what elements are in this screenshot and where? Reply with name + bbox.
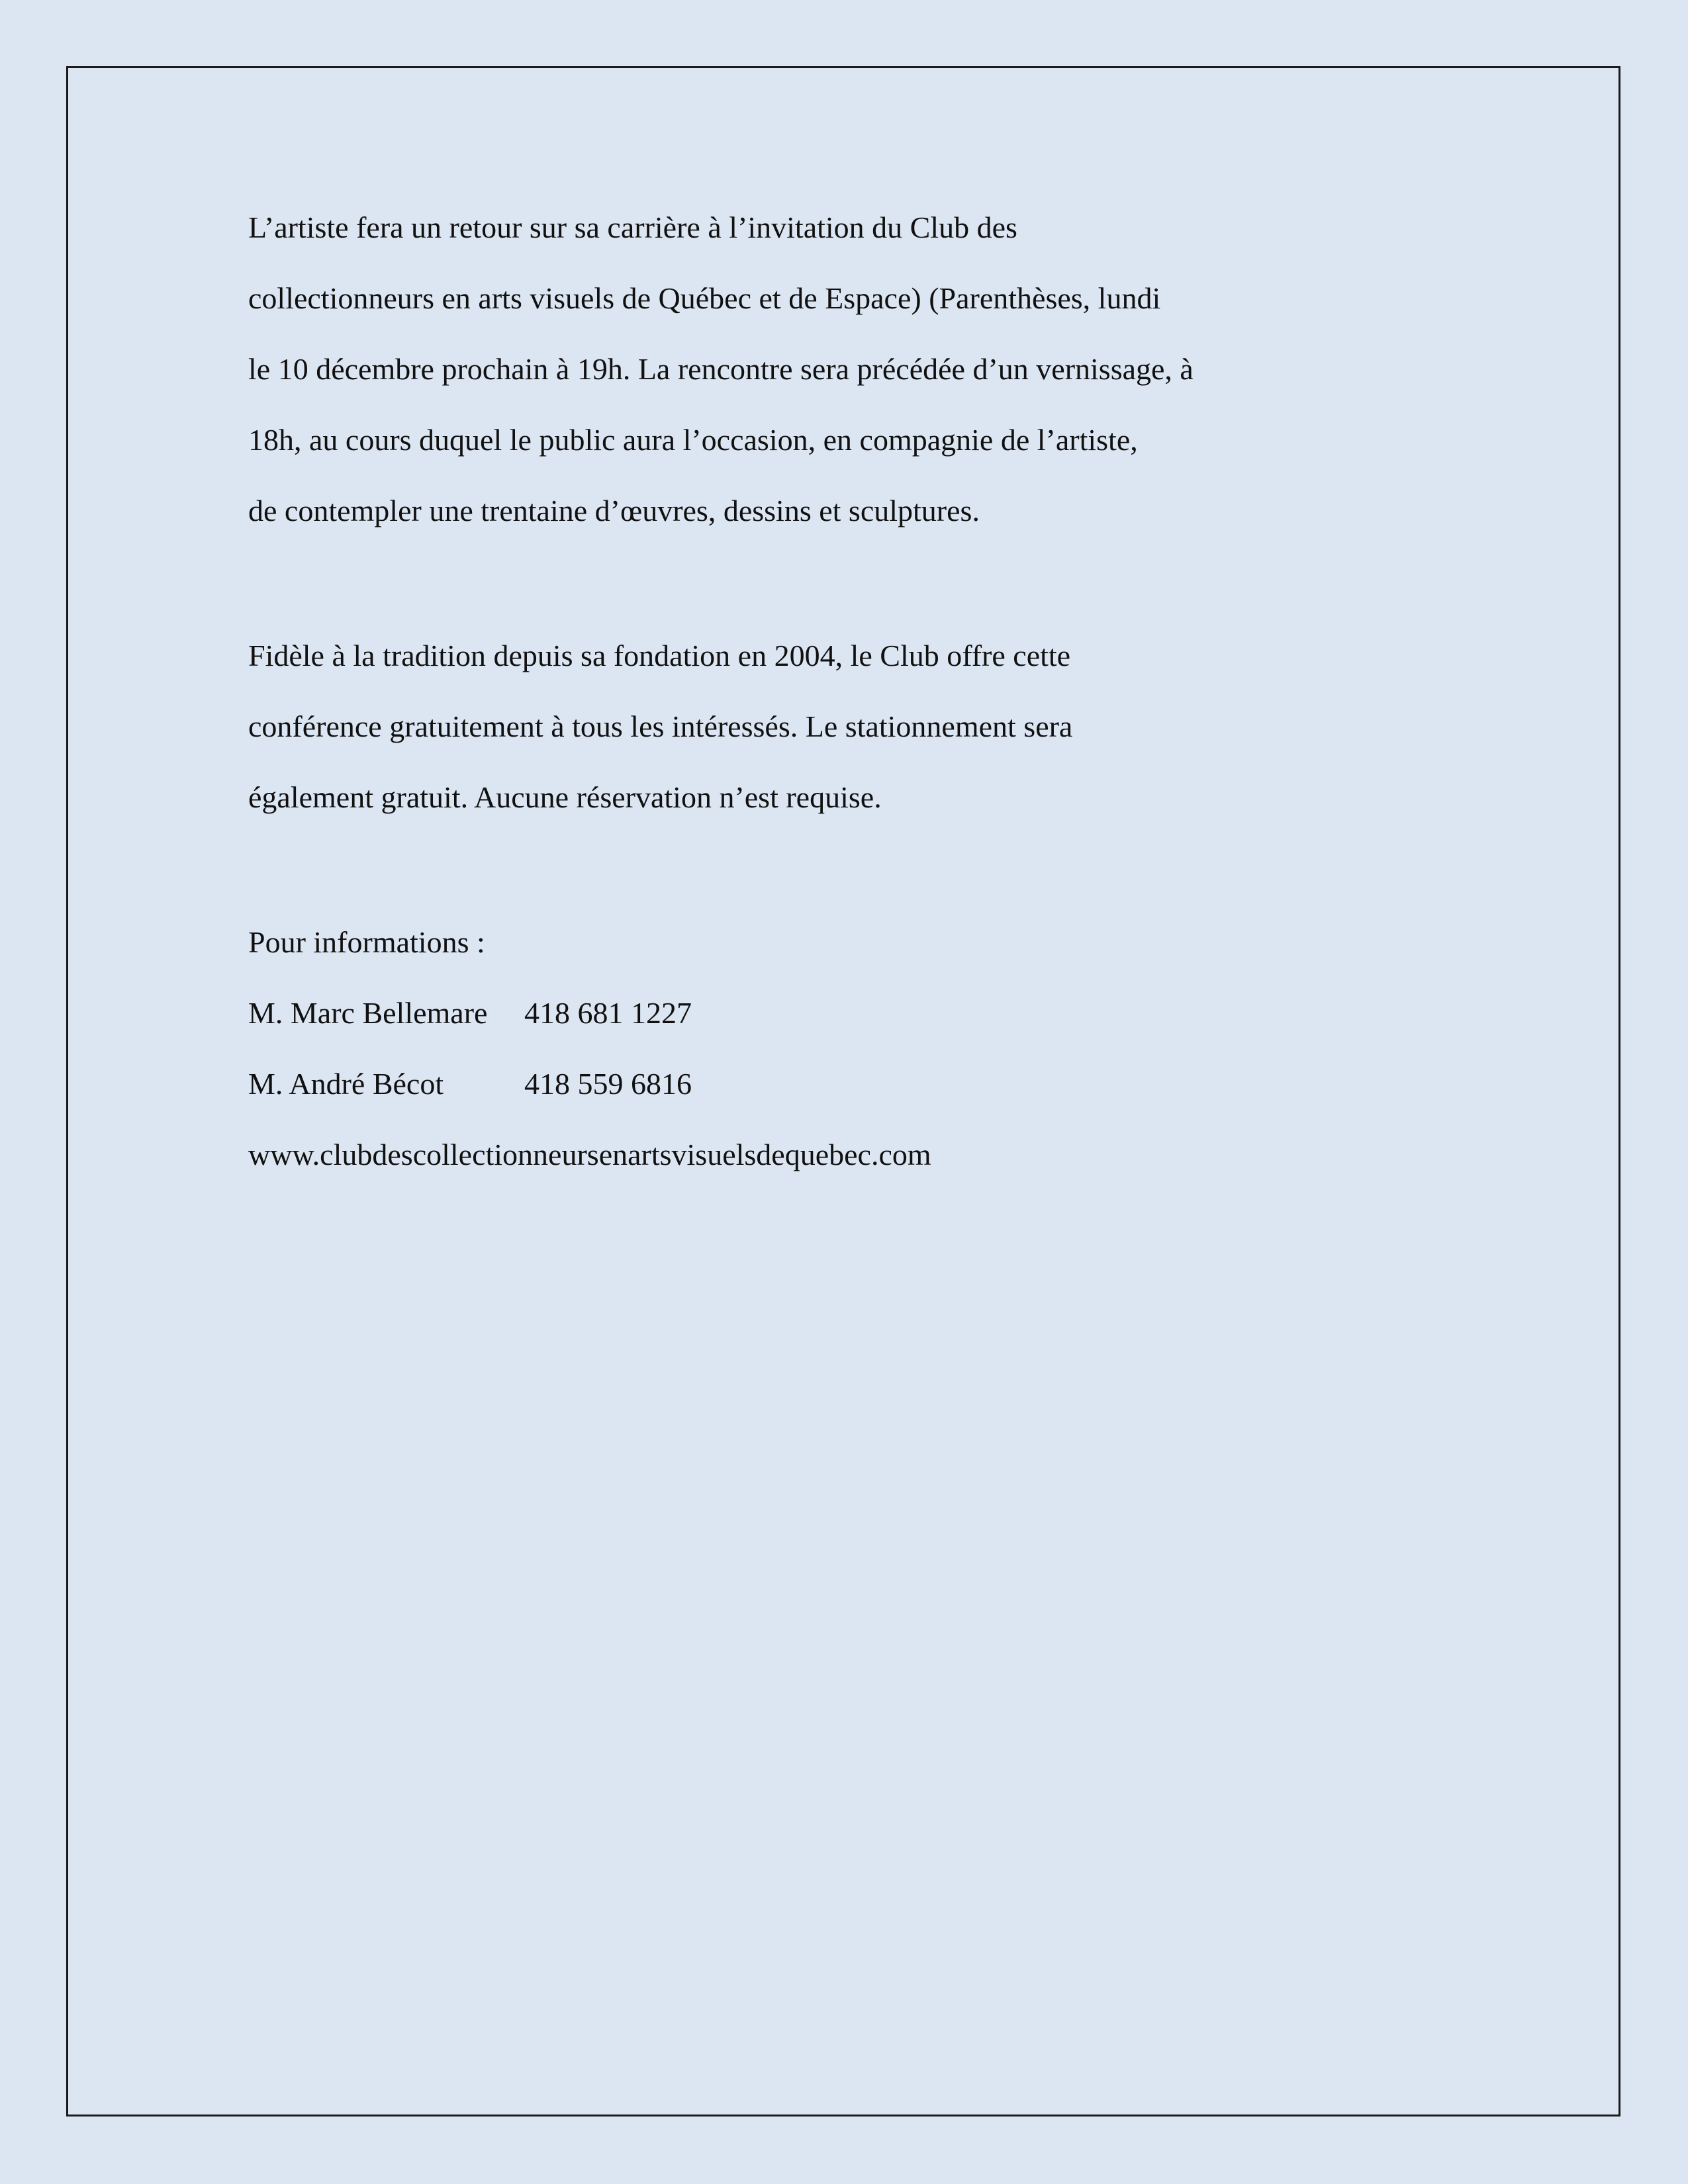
contact-name: M. Marc Bellemare	[248, 996, 488, 1030]
text-line: L’artiste fera un retour sur sa carrière à l’invitation du Club des	[248, 210, 1017, 244]
contact-block	[248, 907, 1506, 1190]
paragraph-spacer	[248, 833, 1506, 907]
contact-phone: 418 681 1227	[524, 996, 692, 1030]
text-line: 18h, au cours duquel le public aura l’occasion, en compagnie de l’artiste,	[248, 423, 1138, 457]
text-line: conférence gratuitement à tous les intéressés. Le stationnement sera	[248, 709, 1073, 743]
text-line: Fidèle à la tradition depuis sa fondation en 2004, le Club offre cette	[248, 639, 1071, 672]
text-line: également gratuit. Aucune réservation n’est requise.	[248, 780, 882, 814]
document-body	[248, 192, 1506, 1190]
contact-name: M. André Bécot	[248, 1067, 444, 1101]
text-line: collectionneurs en arts visuels de Québec et de Espace) (Parenthèses, lundi	[248, 281, 1161, 315]
website-link[interactable]: www.clubdescollectionneursenartsvisuelsdequebec.com	[248, 1138, 931, 1171]
paragraph-conference	[248, 192, 1506, 546]
text-line: de contempler une trentaine d’œuvres, dessins et sculptures.	[248, 494, 980, 527]
contact-phone: 418 559 6816	[524, 1067, 692, 1101]
text-line: le 10 décembre prochain à 19h. La rencontre sera précédée d’un vernissage, à	[248, 352, 1194, 386]
paragraph-tradition	[248, 620, 1506, 833]
contact-heading: Pour informations :	[248, 925, 485, 959]
paragraph-spacer	[248, 546, 1506, 620]
contact-row	[248, 978, 1506, 1048]
contact-row	[248, 1048, 1506, 1119]
